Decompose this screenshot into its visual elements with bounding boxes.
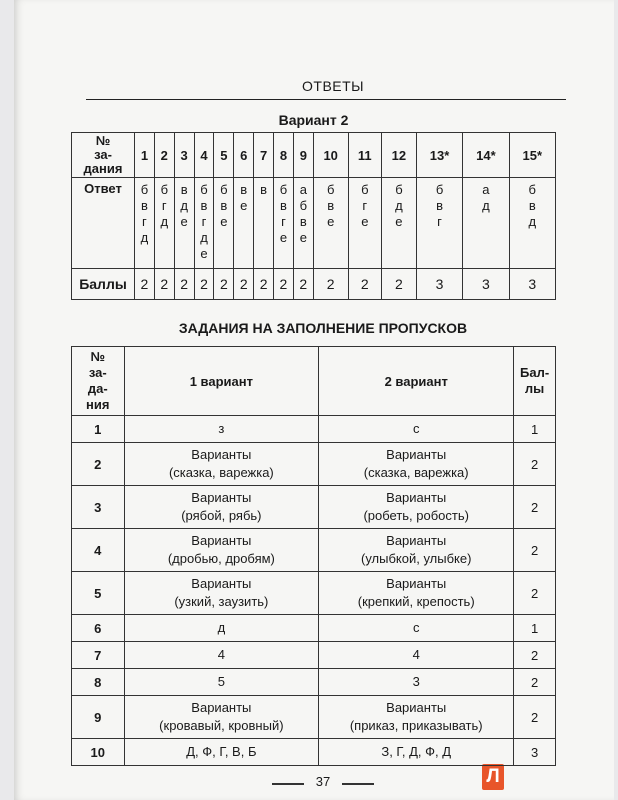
row-points: 2 — [514, 642, 556, 669]
task-number-cell: 11 — [348, 133, 381, 178]
variant-2-answer — [319, 416, 514, 443]
fill-in-row — [72, 486, 556, 529]
answer-line: (робеть, робость) — [363, 508, 469, 523]
answer-letter: б — [299, 198, 308, 213]
row-points: 2 — [514, 572, 556, 615]
answer-letter: е — [220, 214, 228, 229]
fill-in-table — [71, 346, 556, 766]
answer-letter: б — [395, 182, 403, 197]
fill-in-row — [72, 739, 556, 766]
fill-in-header-row — [72, 347, 556, 416]
answer-line: (крепкий, крепость) — [357, 594, 475, 609]
answer-cell — [194, 178, 214, 269]
answer-line: 5 — [217, 674, 225, 689]
variant-1-answer — [124, 572, 319, 615]
answer-cell — [313, 178, 348, 269]
answers-table-caption: Вариант 2 — [72, 108, 556, 133]
row-task-number: 10 — [72, 739, 125, 766]
task-number-cell: 9 — [293, 133, 313, 178]
answer-line: 3 — [412, 674, 420, 689]
answer-letter: е — [180, 214, 188, 229]
task-number-cell: 3 — [174, 133, 194, 178]
task-number-cell: 12 — [381, 133, 416, 178]
answer-cell — [174, 178, 194, 269]
answer-cell — [293, 178, 313, 269]
answer-letter: д — [395, 198, 403, 213]
answer-letter: е — [361, 214, 369, 229]
points-cell: 2 — [174, 269, 194, 300]
answer-line: Варианты — [386, 533, 447, 548]
row-task-number: 9 — [72, 696, 125, 739]
row-points: 2 — [514, 529, 556, 572]
row-points: 2 — [514, 696, 556, 739]
answer-letter: в — [220, 198, 228, 213]
answer-line: Варианты — [191, 533, 252, 548]
answer-letter: а — [482, 182, 490, 197]
answer-letter: е — [327, 214, 335, 229]
answer-row — [72, 178, 556, 269]
answer-letter: в — [140, 198, 148, 213]
answer-letter: д — [528, 214, 537, 229]
answer-letter: в — [436, 198, 443, 213]
header-divider — [86, 99, 566, 100]
row-points: 1 — [514, 615, 556, 642]
answer-line: 4 — [217, 647, 225, 662]
task-number-cell: 10 — [313, 133, 348, 178]
answer-letter: в — [299, 214, 307, 229]
points-cell: 2 — [274, 269, 294, 300]
task-number-cell: 15* — [509, 133, 555, 178]
answer-line: (узкий, заузить) — [174, 594, 269, 609]
task-number-cell: 8 — [274, 133, 294, 178]
answer-line: (кровавый, кровный) — [159, 718, 284, 733]
task-number-cell: 4 — [194, 133, 214, 178]
answer-letter: е — [395, 214, 403, 229]
variant-1-answer — [124, 739, 319, 766]
answer-label: Ответ — [72, 178, 135, 269]
points-cell: 3 — [463, 269, 509, 300]
answer-line: с — [412, 620, 420, 635]
answer-letter: д — [140, 230, 149, 245]
points-cell: 2 — [135, 269, 155, 300]
answer-cell — [416, 178, 462, 269]
fill-in-row — [72, 572, 556, 615]
variant-1-answer — [124, 443, 319, 486]
answer-letter: г — [362, 198, 368, 213]
answer-letter: б — [200, 182, 208, 197]
answer-cell — [234, 178, 254, 269]
answer-cell — [214, 178, 234, 269]
fill-in-row — [72, 696, 556, 739]
answer-letter: б — [435, 182, 444, 197]
row-points: 2 — [514, 443, 556, 486]
answer-letter: б — [140, 182, 149, 197]
task-number-row — [72, 133, 556, 178]
answer-line: (улыбкой, улыбке) — [360, 551, 472, 566]
answer-line: з — [218, 421, 225, 436]
answer-letter: б — [361, 182, 369, 197]
row-task-number: 2 — [72, 443, 125, 486]
variant-2-answer — [319, 669, 514, 696]
task-number-label: № за- дания — [72, 133, 135, 178]
answer-cell — [509, 178, 555, 269]
variant-2-answer — [319, 642, 514, 669]
answer-cell — [254, 178, 274, 269]
fill-in-row — [72, 642, 556, 669]
variant-1-answer — [124, 642, 319, 669]
answer-letter: а — [299, 182, 307, 197]
task-number-cell: 2 — [154, 133, 174, 178]
task-number-cell: 6 — [234, 133, 254, 178]
answer-letter: д — [200, 230, 208, 245]
points-cell: 2 — [214, 269, 234, 300]
variant-1-answer — [124, 669, 319, 696]
row-task-number: 4 — [72, 529, 125, 572]
fill-section-title: ЗАДАНИЯ НА ЗАПОЛНЕНИЕ ПРОПУСКОВ — [178, 320, 468, 336]
points-cell: 2 — [293, 269, 313, 300]
answer-letter: б — [326, 182, 335, 197]
variant-2-answer — [319, 529, 514, 572]
answer-letter: в — [279, 198, 287, 213]
variant-1-answer — [124, 486, 319, 529]
page-header: ОТВЕТЫ — [302, 78, 365, 94]
answer-letter: в — [327, 198, 335, 213]
variant-2-answer — [319, 739, 514, 766]
header-task-number: № за- да- ния — [72, 347, 125, 416]
task-number-cell: 13* — [416, 133, 462, 178]
task-number-cell: 7 — [254, 133, 274, 178]
points-cell: 2 — [254, 269, 274, 300]
answer-line: Варианты — [191, 700, 252, 715]
variant-2-answer — [319, 486, 514, 529]
answer-letter: е — [279, 230, 288, 245]
row-points: 2 — [514, 486, 556, 529]
answer-letter: г — [201, 214, 207, 229]
publisher-logo-icon: Л — [482, 764, 504, 790]
answer-line: (сказка, варежка) — [168, 465, 274, 480]
fill-in-row — [72, 669, 556, 696]
answer-cell — [274, 178, 294, 269]
answer-letter: г — [281, 214, 286, 229]
task-number-cell: 14* — [463, 133, 509, 178]
answer-letter: е — [200, 246, 208, 261]
variant-2-answer — [319, 696, 514, 739]
points-cell: 2 — [348, 269, 381, 300]
variant-1-answer — [124, 416, 319, 443]
answer-letter: б — [220, 182, 228, 197]
fill-in-row — [72, 443, 556, 486]
points-cell: 2 — [313, 269, 348, 300]
answer-letter: г — [437, 214, 442, 229]
answer-letter: е — [299, 230, 307, 245]
points-cell: 2 — [381, 269, 416, 300]
answer-letter: г — [161, 198, 167, 213]
row-task-number: 1 — [72, 416, 125, 443]
points-cell: 2 — [234, 269, 254, 300]
answer-letter: в — [200, 198, 208, 213]
answer-cell — [154, 178, 174, 269]
points-cell: 2 — [194, 269, 214, 300]
variant-1-answer — [124, 615, 319, 642]
header-variant-1: 1 вариант — [124, 347, 319, 416]
answer-letter: б — [160, 182, 169, 197]
variant-2-answer — [319, 572, 514, 615]
answer-letter: д — [180, 198, 188, 213]
variant-2-answer — [319, 615, 514, 642]
row-points: 1 — [514, 416, 556, 443]
answer-cell — [381, 178, 416, 269]
answer-cell — [135, 178, 155, 269]
answer-line: Д, Ф, Г, В, Б — [186, 744, 257, 759]
answer-line: Варианты — [386, 490, 447, 505]
variant-2-answer — [319, 443, 514, 486]
points-cell: 3 — [509, 269, 555, 300]
answer-line: (дробью, дробям) — [167, 551, 275, 566]
answer-line: 4 — [412, 647, 420, 662]
answer-line: Варианты — [386, 700, 447, 715]
answer-line: (сказка, варежка) — [363, 465, 469, 480]
points-label: Баллы — [72, 269, 135, 300]
points-cell: 3 — [416, 269, 462, 300]
answer-line: (рябой, рябь) — [181, 508, 262, 523]
row-points: 2 — [514, 669, 556, 696]
answer-letter: д — [160, 214, 169, 229]
row-points: 3 — [514, 739, 556, 766]
header-points: Бал- лы — [514, 347, 556, 416]
answer-line: З, Г, Д, Ф, Д — [381, 744, 452, 759]
answer-line: Варианты — [191, 490, 252, 505]
page-number-rule-left — [272, 783, 304, 785]
answer-letter: в — [528, 198, 536, 213]
answer-letter: д — [482, 198, 490, 213]
page-number: 37 — [315, 774, 331, 789]
answer-letter: в — [240, 182, 248, 197]
fill-in-row — [72, 529, 556, 572]
answer-line: Варианты — [191, 447, 252, 462]
answer-cell — [348, 178, 381, 269]
answers-table — [71, 108, 556, 300]
answer-letter: в — [180, 182, 188, 197]
task-number-cell: 1 — [135, 133, 155, 178]
answer-line: (приказ, приказывать) — [349, 718, 483, 733]
page-number-rule-right — [342, 783, 374, 785]
variant-1-answer — [124, 696, 319, 739]
answer-letter: б — [279, 182, 288, 197]
fill-in-row — [72, 615, 556, 642]
fill-in-row — [72, 416, 556, 443]
variant-1-answer — [124, 529, 319, 572]
row-task-number: 7 — [72, 642, 125, 669]
answer-letter: б — [528, 182, 536, 197]
points-row — [72, 269, 556, 300]
answer-line: Варианты — [386, 576, 447, 591]
row-task-number: 6 — [72, 615, 125, 642]
answer-letter: в — [260, 182, 268, 197]
task-number-cell: 5 — [214, 133, 234, 178]
answer-cell — [463, 178, 509, 269]
answer-line: Варианты — [191, 576, 252, 591]
answer-line: Варианты — [386, 447, 447, 462]
row-task-number: 5 — [72, 572, 125, 615]
row-task-number: 8 — [72, 669, 125, 696]
header-variant-2: 2 вариант — [319, 347, 514, 416]
answer-line: с — [412, 421, 420, 436]
answer-letter: е — [240, 198, 248, 213]
answer-line: д — [217, 620, 226, 635]
points-cell: 2 — [154, 269, 174, 300]
row-task-number: 3 — [72, 486, 125, 529]
answer-letter: г — [142, 214, 147, 229]
